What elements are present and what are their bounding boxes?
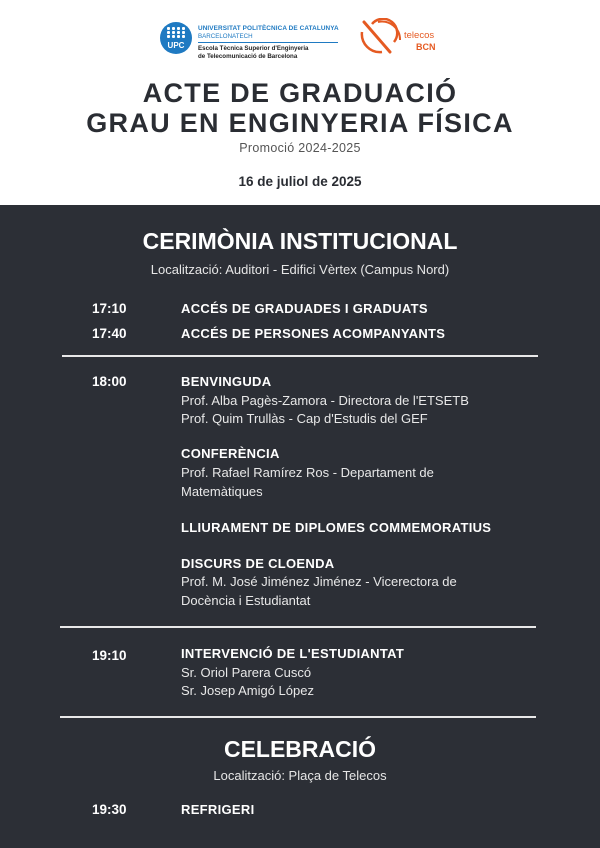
students-speaker-1: Sr. Oriol Parera Cuscó: [181, 665, 312, 680]
welcome-title: BENVINGUDA: [181, 374, 272, 389]
refreshment-time: 19:30: [92, 802, 127, 817]
promotion: Promoció 2024-2025: [239, 141, 361, 155]
telecos-antenna-icon: [360, 18, 404, 58]
title-line-2: GRAU EN ENGINYERIA FÍSICA: [86, 108, 514, 138]
welcome-speaker-1: Prof. Alba Pagès-Zamora - Directora de l'ETSETB: [181, 393, 469, 408]
upc-divider: [198, 42, 338, 43]
upc-school-line-1: Escola Tècnica Superior d'Enginyeria: [198, 45, 309, 52]
access-companions-time: 17:40: [92, 326, 127, 341]
telecos-logo: [360, 18, 450, 58]
closing-speaker-line-1: Prof. M. José Jiménez Jiménez - Vicerectora de: [181, 574, 457, 589]
telecos-word: telecos: [404, 30, 435, 41]
divider: [60, 626, 536, 628]
ceremony-title: CERIMÒNIA INSTITUCIONAL: [142, 228, 458, 254]
ceremony-location: Localització: Auditori - Edifici Vèrtex (Campus Nord): [150, 262, 450, 277]
upc-seal-icon: UPC: [160, 22, 192, 54]
welcome-speaker-2: Prof. Quim Trullàs - Cap d'Estudis del GEF: [181, 411, 428, 426]
event-date: 16 de juliol de 2025: [238, 174, 362, 189]
access-companions-title: ACCÉS DE PERSONES ACOMPANYANTS: [181, 326, 446, 341]
programme-panel: [0, 205, 600, 848]
upc-university-name: UNIVERSITAT POLITÈCNICA DE CATALUNYA: [198, 25, 339, 32]
conference-title: CONFERÈNCIA: [181, 446, 280, 461]
closing-title: DISCURS DE CLOENDA: [181, 556, 335, 571]
conference-speaker-line-1: Prof. Rafael Ramírez Ros - Departament de: [181, 465, 434, 480]
upc-logo: [160, 22, 340, 62]
access-graduates-title: ACCÉS DE GRADUADES I GRADUATS: [181, 301, 428, 316]
conference-speaker-line-2: Matemàtiques: [181, 484, 263, 499]
title-line-1: ACTE DE GRADUACIÓ: [142, 78, 458, 108]
welcome-time: 18:00: [92, 374, 127, 389]
upc-school-line-2: de Telecomunicació de Barcelona: [198, 53, 298, 60]
diplomas-title: LLIURAMENT DE DIPLOMES COMMEMORATIUS: [181, 520, 492, 535]
celebration-title: CELEBRACIÓ: [223, 736, 377, 762]
students-title: INTERVENCIÓ DE L'ESTUDIANTAT: [181, 646, 405, 661]
closing-speaker-line-2: Docència i Estudiantat: [181, 593, 311, 608]
divider: [62, 355, 538, 357]
students-speaker-2: Sr. Josep Amigó López: [181, 683, 314, 698]
divider: [60, 716, 536, 718]
access-graduates-time: 17:10: [92, 301, 127, 316]
poster-header: [0, 0, 600, 205]
celebration-location: Localització: Plaça de Telecos: [213, 768, 387, 783]
upc-barcelonatech: BARCELONATECH: [198, 33, 253, 40]
telecos-bcn: BCN: [416, 42, 436, 52]
students-time: 19:10: [92, 648, 127, 663]
refreshment-title: REFRIGERI: [181, 802, 255, 817]
